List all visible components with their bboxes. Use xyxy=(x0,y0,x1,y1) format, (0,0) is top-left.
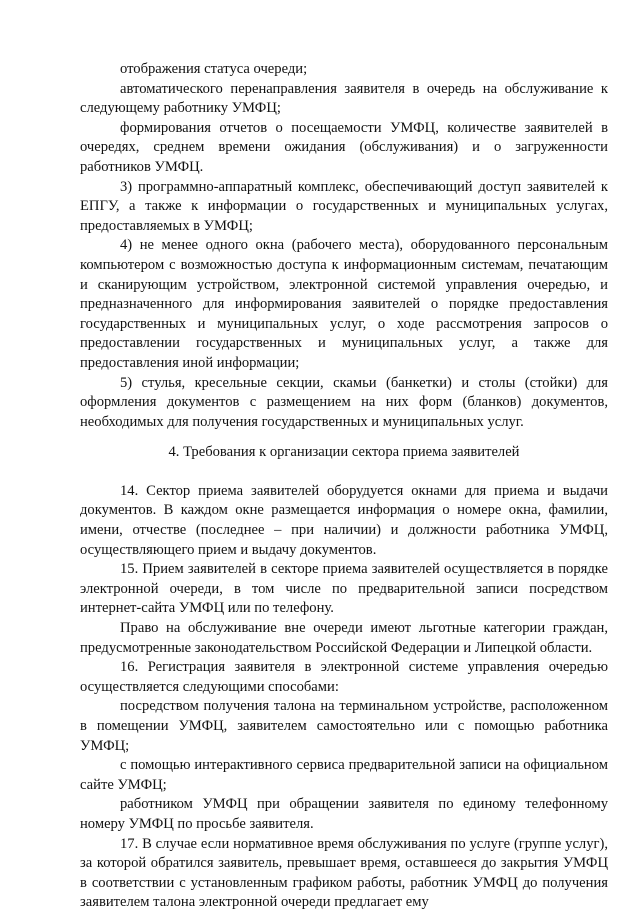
paragraph-item-3: 3) программно-аппаратный комплекс, обеспечивающий доступ заявителей к ЕПГУ, а также к информации о государственных и муниципальных услугах, предоставляемых в УМФЦ; xyxy=(80,178,608,234)
paragraph-14: 14. Сектор приема заявителей оборудуется окнами для приема и выдачи документов. В каждом окне размещается информация о номере окна, фамилии, имени, отчестве (последнее – при наличии) и должности работника УМФЦ, осуществляющего прием и выдачу документов. xyxy=(80,482,608,558)
document-page xyxy=(80,60,608,913)
paragraph-15: 15. Прием заявителей в секторе приема заявителей осуществляется в порядке электронной очереди, в том числе по предварительной записи посредством интернет-сайта УМФЦ или по телефону. xyxy=(80,561,608,617)
paragraph-auto-redirect: автоматического перенаправления заявителя в очередь на обслуживание к следующему работнику УМФЦ; xyxy=(80,80,608,117)
paragraph-terminal-ticket: посредством получения талона на терминальном устройстве, расположенном в помещении УМФЦ, заявителем самостоятельно или с помощью работника УМФЦ; xyxy=(80,698,608,754)
paragraph-item-4: 4) не менее одного окна (рабочего места), оборудованного персональным компьютером с возможностью доступа к информационным системам, печатающим и сканирующим устройством, электронной системой управления очередью, и предназначенного для информирования заявителей о порядке предоставления государственных и муниципальных услуг, о ходе рассмотрения запросов о предоставлении государственных и муниципальных услуг, а также для предоставления иной информации; xyxy=(80,237,608,371)
paragraph-online-booking: с помощью интерактивного сервиса предварительной записи на официальном сайте УМФЦ; xyxy=(80,757,608,793)
paragraph-item-5: 5) стулья, кресельные секции, скамьи (банкетки) и столы (стойки) для оформления документов с размещением на них форм (бланков) документов, необходимых для получения государственных и муниципальных услуг. xyxy=(80,374,608,430)
section-heading: 4. Требования к организации сектора приема заявителей xyxy=(168,444,520,461)
paragraph-queue-status: отображения статуса очереди; xyxy=(120,61,308,77)
paragraph-priority-service: Право на обслуживание вне очереди имеют льготные категории граждан, предусмотренные законодательством Российской Федерации и Липецкой области. xyxy=(80,620,608,656)
paragraph-17: 17. В случае если нормативное время обслуживания по услуге (группе услуг), за которой обратился заявитель, превышает время, оставшееся до закрытия УМФЦ в соответствии с установленным графиком работы, работник УМФЦ до получения заявителем талона электронной очереди предлагает ему xyxy=(80,835,608,911)
paragraph-reports: формирования отчетов о посещаемости УМФЦ, количестве заявителей в очередях, среднем времени ожидания (обслуживания) и о загруженности работников УМФЦ. xyxy=(80,119,608,175)
paragraph-phone-booking: работником УМФЦ при обращении заявителя по единому телефонному номеру УМФЦ по просьбе заявителя. xyxy=(80,796,608,832)
paragraph-16: 16. Регистрация заявителя в электронной системе управления очередью осуществляется следующими способами: xyxy=(80,659,608,695)
